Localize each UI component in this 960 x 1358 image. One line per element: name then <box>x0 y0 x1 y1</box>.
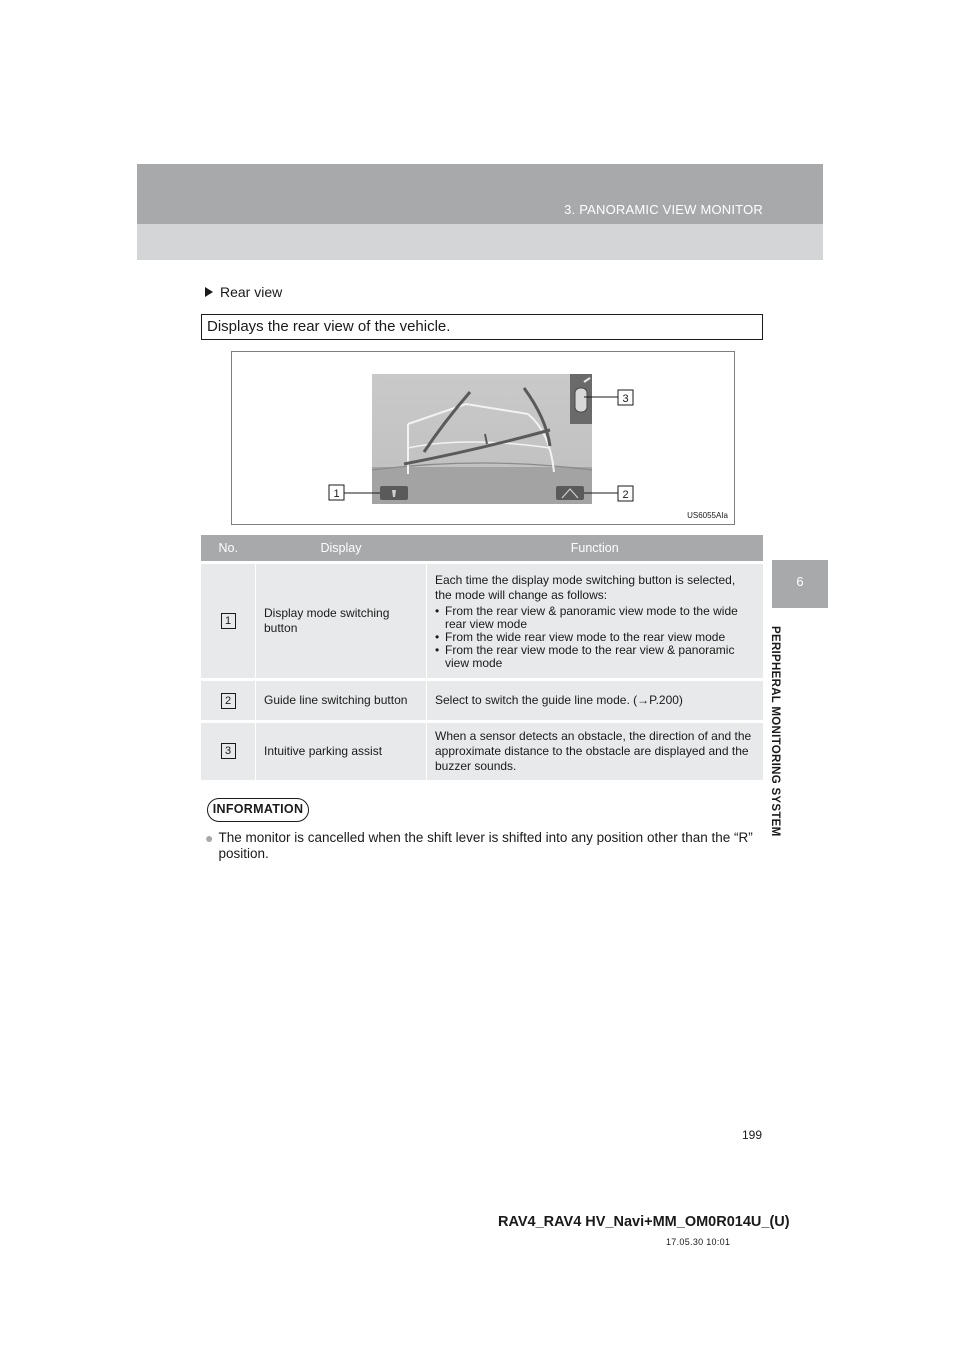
document-id: RAV4_RAV4 HV_Navi+MM_OM0R014U_(U) <box>498 1214 790 1230</box>
header-display: Display <box>256 535 427 563</box>
screen-illustration <box>231 351 735 525</box>
function-table <box>201 535 763 780</box>
table-row <box>201 680 763 722</box>
row-number-badge: 3 <box>221 743 236 759</box>
information-text: The monitor is cancelled when the shift lever is shifted into any position other than the “R” position. <box>218 830 753 861</box>
callout-label-3: 3 <box>622 393 629 405</box>
chapter-tab[interactable] <box>772 560 828 608</box>
function-intro: Select to switch the guide line mode. (→P.200) <box>435 693 683 707</box>
list-item: • From the rear view mode to the rear view & panoramic view mode <box>435 644 755 670</box>
row-number-badge: 2 <box>221 693 236 709</box>
chapter-number: 6 <box>796 574 804 589</box>
subheading <box>205 284 282 300</box>
mode-list <box>435 605 755 670</box>
rear-view-screen-svg <box>232 352 734 524</box>
row-number-badge: 1 <box>221 613 236 629</box>
print-timestamp: 17.05.30 10:01 <box>666 1237 731 1247</box>
header-band <box>137 164 823 260</box>
function-cell <box>427 563 764 680</box>
table-row <box>201 722 763 780</box>
row-number-cell <box>201 563 256 680</box>
header-function: Function <box>427 535 764 563</box>
information-note <box>205 830 765 862</box>
display-cell: Intuitive parking assist <box>256 722 427 780</box>
header-no: No. <box>201 535 256 563</box>
list-item: • From the wide rear view mode to the rear view mode <box>435 631 755 644</box>
display-cell: Display mode switching button <box>256 563 427 680</box>
function-intro: Each time the display mode switching button is selected, the mode will change as follows: <box>435 572 736 602</box>
note-bullet-icon: ● <box>205 830 214 846</box>
triangle-bullet-icon <box>205 287 213 297</box>
chapter-side-title-text: PERIPHERAL MONITORING SYSTEM <box>769 626 781 837</box>
row-number-cell <box>201 680 256 722</box>
function-cell <box>427 722 764 780</box>
section-title: 3. PANORAMIC VIEW MONITOR <box>564 202 763 217</box>
information-label <box>207 798 309 822</box>
table-header-row <box>201 535 763 563</box>
summary-text: Displays the rear view of the vehicle. <box>207 318 451 335</box>
car-top-view-icon <box>575 388 587 412</box>
function-cell <box>427 680 764 722</box>
header-bottom-bar <box>137 224 823 260</box>
table-row <box>201 563 763 680</box>
callout-label-1: 1 <box>333 488 340 500</box>
function-intro: When a sensor detects an obstacle, the direction of and the approximate distance to the obstacle are displayed and the buzzer sounds. <box>435 728 752 773</box>
display-cell: Guide line switching button <box>256 680 427 722</box>
callout-label-2: 2 <box>622 489 629 501</box>
page-number: 199 <box>742 1128 763 1142</box>
illustration-code: US6055AIa <box>687 511 728 520</box>
list-item: • From the rear view & panoramic view mode to the wide rear view mode <box>435 605 755 631</box>
information-label-text: INFORMATION <box>212 802 304 816</box>
subheading-text: Rear view <box>220 284 283 300</box>
summary-box <box>201 314 763 340</box>
header-top-bar <box>137 164 823 224</box>
row-number-cell <box>201 722 256 780</box>
